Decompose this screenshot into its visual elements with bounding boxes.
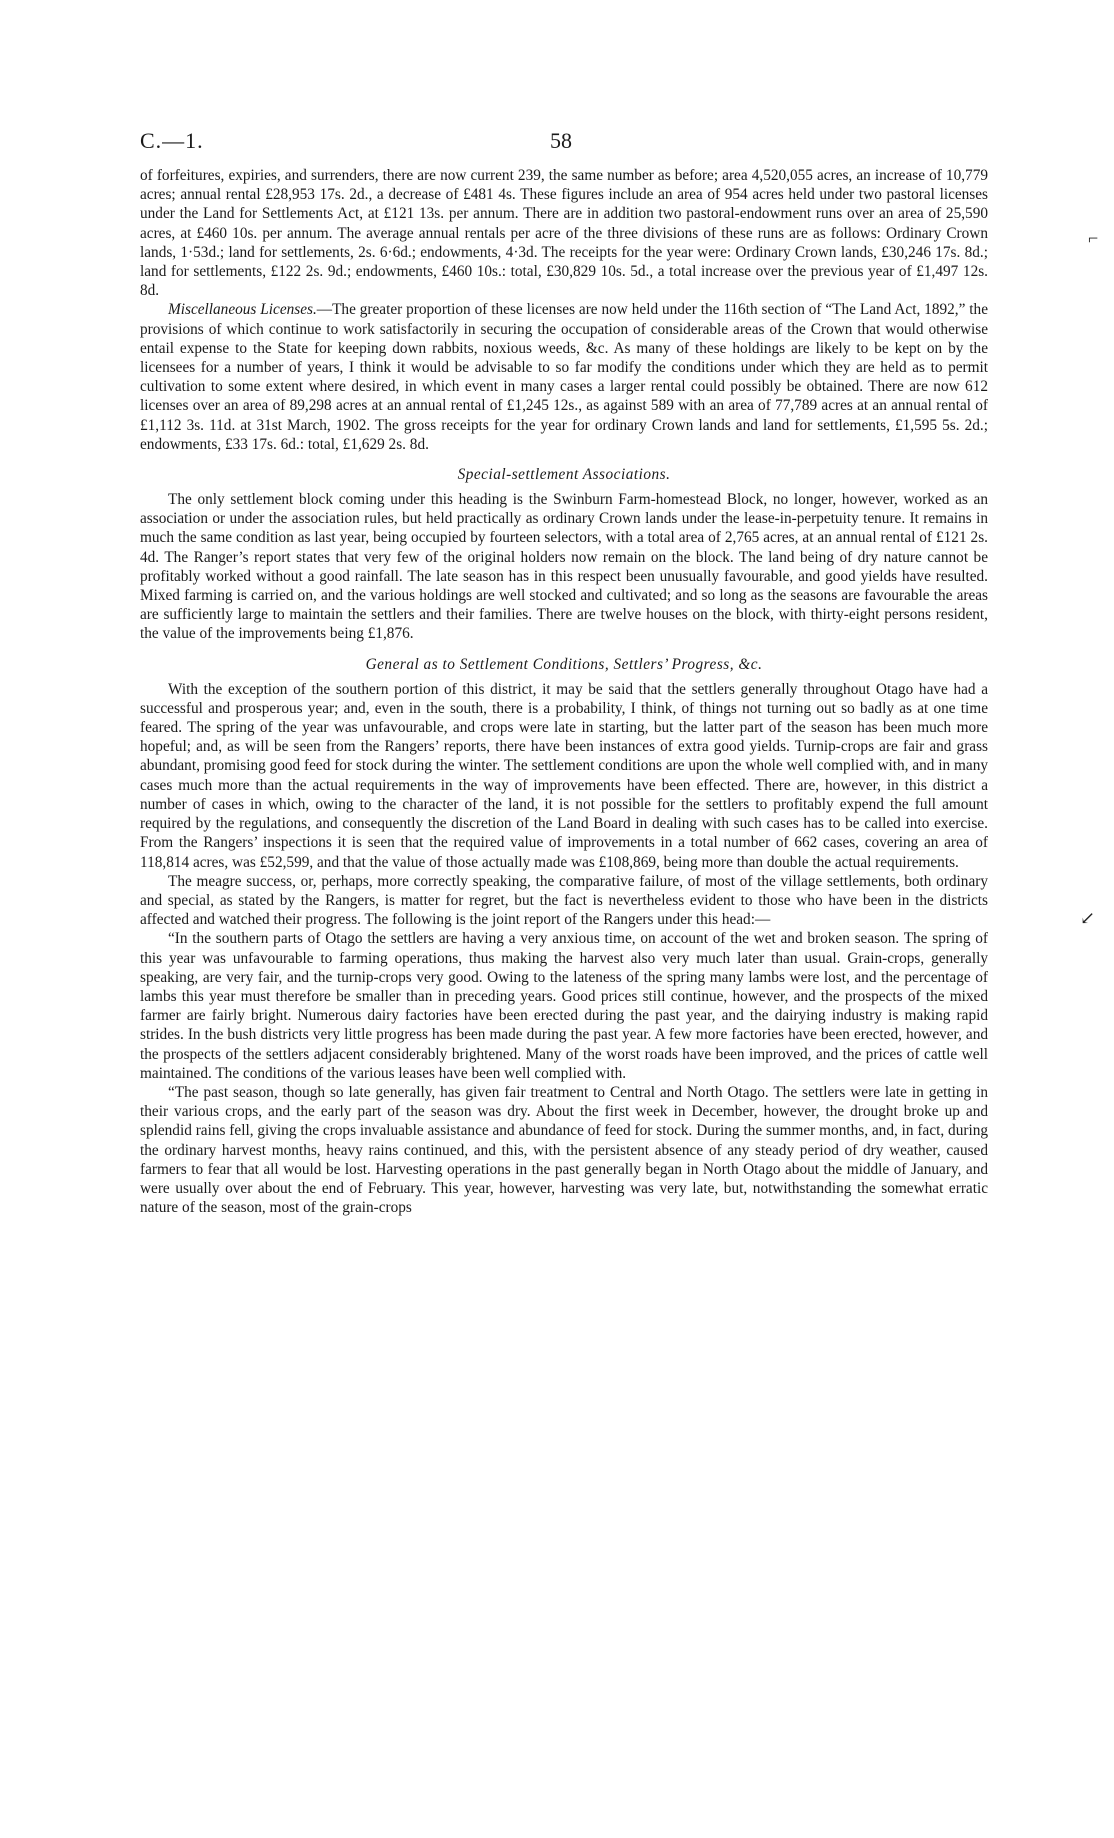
margin-mark-middle: ↙ [1080,908,1096,928]
paragraph-rangers-report-south: “In the southern parts of Otago the settlers are having a very anxious time, on account of the wet and broken season. The spring of this year was unfavourable to farming operations, thus making the harvest also very much later than usual. Grain-crops, generally speaking, are very fair, and the turnip-crops very good. Owing to the lateness of the spring many lambs were lost, and the percentage of lambs this year must therefore be smaller than in preceding years. Good prices still continue, however, and the prospects of the mixed farmer are fairly bright. Numerous dairy factories have been erected during the past year, and the dairying industry is making rapid strides. In the bush districts very little progress has been made during the past year. A few more factories have been erected, however, and the prospects of the settlers adjacent considerably brightened. Many of the worst roads have been improved, and the prices of cattle well maintained. The conditions of the various leases have been well complied with. [140,930,988,1082]
paragraph-miscellaneous-licenses [140,300,988,454]
paragraph-swinburn-block: The only settlement block coming under this heading is the Swinburn Farm-homestead Block, no longer, however, worked as an association or under the association rules, but held practically as ordinary Crown lands under the lease-in-perpetuity tenure. It remains in much the same condition as last year, being occupied by fourteen selectors, with a total area of 2,765 acres, at an annual rental of £121 2s. 4d. The Ranger’s report states that very few of the original holders now remain on the block. The land being of dry nature cannot be profitably worked without a good rainfall. The late season has in this respect been unusually favourable, and good yields have resulted. Mixed farming is carried on, and the various holdings are well stocked and cultivated; and so long as the seasons are favourable the areas are sufficiently large to maintain the settlers and their families. There are twelve houses on the block, with thirty-eight persons resident, the value of the improvements being £1,876. [140,491,988,643]
section-heading-special-settlement: Special-settlement Associations. [457,466,671,484]
page-number: 58 [550,128,572,153]
page-header [140,128,988,166]
paragraph-village-settlements: The meagre success, or, perhaps, more correctly speaking, the comparative failure, of most of the village settlements, both ordinary and special, as stated by the Rangers, is matter for regret, but the fact is nevertheless evident to those who have been in the districts affected and watched their progress. The following is the joint report of the Rangers under this head:— [140,872,988,929]
paragraph-general-progress: With the exception of the southern portion of this district, it may be said that the settlers generally throughout Otago have had a successful and prosperous year; and, even in the south, there is a probability, I think, of things not turning out so badly as at one time feared. The spring of the year was unfavourable, and crops were late in starting, but the latter part of the season has been much more hopeful; and, as will be seen from the Rangers’ reports, there have been instances of extra good yields. Turnip-crops are fair and grass abundant, promising good feed for stock during the winter. The settlement conditions are upon the whole well complied with, and in many cases much more than the actual requirements in the way of improvements have been effected. There are, however, in this district a number of cases in which, owing to the character of the land, it is not possible for the settlers to profitably expend the full amount required by the regulations, and consequently the discretion of the Land Board in dealing with such cases has to be called into exercise. From the Rangers’ inspections it is seen that the required value of improvements in a total number of 662 cases, covering an area of 118,814 acres, was £52,599, and that the value of those actually made was £108,869, being more than double the actual requirements. [140,680,988,871]
runin-heading: Miscellaneous Licenses. [168,301,317,319]
paragraph-pastoral-runs: of forfeitures, expiries, and surrenders, there are now current 239, the same number as before; area 4,520,055 acres, an increase of 10,779 acres; annual rental £28,953 17s. 2d., a decrease of £481 4s. These figures include an area of 954 acres held under two pastoral licenses under the Land for Settlements Act, at £121 13s. per annum. There are in addition two pastoral-endowment runs over an area of 25,590 acres, at £460 10s. per annum. The average annual rentals per acre of the three divisions of these runs are as follows: Ordinary Crown lands, 1·53d.; land for settlements, 2s. 6·6d.; endowments, 4·3d. The receipts for the year were: Ordinary Crown lands, £30,246 17s. 8d.; land for settlements, £122 2s. 9d.; endowments, £460 10s.: total, £30,829 10s. 5d., a total increase over the previous year of £1,497 12s. 8d. [140,167,988,300]
document-reference: C.—1. [140,128,204,153]
margin-mark-top: ⌐ [1088,228,1099,248]
document-page [140,128,988,1217]
paragraph-rangers-report-central: “The past season, though so late generally, has given fair treatment to Central and North Otago. The settlers were late in getting in their various crops, and the early part of the season was dry. About the first week in December, however, the drought broke up and splendid rains fell, giving the crops invaluable assistance and abundance of feed for stock. During the summer months, and, in fact, during the ordinary harvest months, heavy rains continued, and this, with the persistent absence of any steady period of dry weather, caused farmers to fear that all would be lost. Harvesting operations in the past generally began in North Otago about the middle of January, and were usually over about the end of February. This year, however, harvesting was very late, but, notwithstanding the somewhat erratic nature of the season, most of the grain-crops [140,1083,988,1217]
section-heading-general-conditions: General as to Settlement Conditions, Settlers’ Progress, &c. [365,655,763,673]
paragraph-text: —The greater proportion of these licenses are now held under the 116th section of “The Land Act, 1892,” the provisions of which continue to work satisfactorily in securing the occupation of considerable areas of the Crown that would otherwise entail expense to the State for keeping down rabbits, noxious weeds, &c. As many of these holdings are likely to be kept on by the licensees for a number of years, I think it would be advisable to so far modify the conditions under which they are held as to permit cultivation to some extent where desired, in which event in many cases a larger rental could possibly be obtained. There are now 612 licenses over an area of 89,298 acres at an annual rental of £1,245 12s., as against 589 with an area of 77,789 acres at an annual rental of £1,112 3s. 11d. at 31st March, 1902. The gross receipts for the year for ordinary Crown lands and land for settlements, £1,595 5s. 2d.; endowments, £33 17s. 6d.: total, £1,629 2s. 8d. [140,301,988,453]
